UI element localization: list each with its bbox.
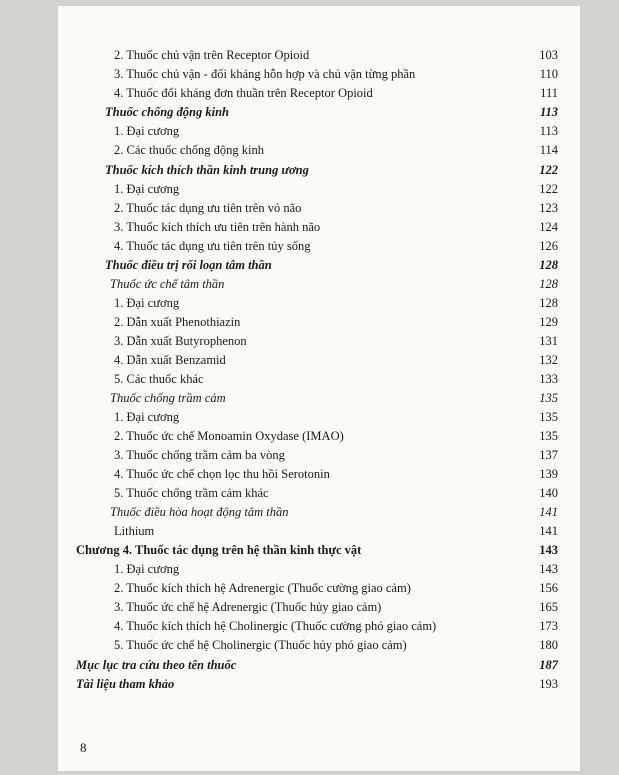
toc-entry-page: 110 [539, 67, 558, 81]
toc-entry-page: 111 [540, 86, 558, 100]
toc-entry-title: 1. Đại cương [114, 562, 180, 576]
toc-entry [58, 675, 580, 694]
toc-entry-title: Mục lục tra cứu theo tên thuốc [76, 658, 237, 672]
toc-entry-page: 139 [539, 467, 558, 481]
toc-entry [58, 218, 580, 237]
toc-entry [58, 598, 580, 617]
toc-entry-title: 4. Thuốc ức chế chọn lọc thu hồi Serotonin [114, 467, 330, 481]
toc-entry-page: 126 [539, 239, 558, 253]
toc-entry-page: 173 [539, 619, 558, 633]
toc-entry-page: 124 [539, 220, 558, 234]
toc-entry-title: 2. Dẫn xuất Phenothiazin [114, 315, 241, 329]
toc-entry-page: 122 [539, 163, 558, 177]
toc-entry-title: 3. Thuốc chống trầm cảm ba vòng [114, 448, 285, 462]
toc-entry-page: 128 [539, 258, 558, 272]
toc-entry-title: 4. Dẫn xuất Benzamid [114, 353, 226, 367]
toc-entry [58, 560, 580, 579]
toc-entry [58, 389, 580, 408]
toc-entry-title: 4. Thuốc kích thích hệ Cholinergic (Thuốc cường phó giao cảm) [114, 619, 437, 633]
toc-entry-title: Lithium [114, 524, 155, 538]
toc-entry-title: Thuốc chống trầm cảm [110, 391, 226, 405]
toc-entry [58, 656, 580, 675]
toc-entry [58, 122, 580, 141]
toc-entry-page: 103 [539, 48, 558, 62]
toc-entry [58, 522, 580, 541]
toc-entry [58, 427, 580, 446]
toc-entry-page: 132 [539, 353, 558, 367]
toc-entry-title: 2. Thuốc ức chế Monoamin Oxydase (IMAO) [114, 429, 344, 443]
toc-entry [58, 446, 580, 465]
toc-entry-page: 137 [539, 448, 558, 462]
toc-entry [58, 237, 580, 256]
toc-entry [58, 161, 580, 180]
toc-entry [58, 408, 580, 427]
toc-entry-title: 2. Thuốc tác dụng ưu tiên trên vỏ não [114, 201, 302, 215]
toc-entry-page: 143 [539, 543, 558, 557]
toc-entry-title: 1. Đại cương [114, 124, 180, 138]
toc-entry-page: 128 [539, 296, 558, 310]
toc-entry-title: 3. Thuốc kích thích ưu tiên trên hành não [114, 220, 321, 234]
toc-entry-page: 180 [539, 638, 558, 652]
toc-entry [58, 65, 580, 84]
toc-entry-page: 141 [539, 524, 558, 538]
toc-entry-title: 4. Thuốc tác dụng ưu tiên trên tủy sống [114, 239, 311, 253]
toc-entry-title: 2. Thuốc chủ vận trên Receptor Opioid [114, 48, 310, 62]
toc-entry-title: 5. Các thuốc khác [114, 372, 204, 386]
toc-entry [58, 579, 580, 598]
toc-entry [58, 84, 580, 103]
toc-entry-page: 143 [539, 562, 558, 576]
toc-entry-page: 122 [539, 182, 558, 196]
toc-entry-page: 114 [539, 143, 558, 157]
toc-entry-title: Tài liệu tham khảo [76, 677, 175, 691]
toc-entry-title: 1. Đại cương [114, 182, 180, 196]
toc-entry-page: 135 [539, 391, 558, 405]
toc-entry-title: 1. Đại cương [114, 410, 180, 424]
toc-entry [58, 351, 580, 370]
toc-entry-page: 193 [539, 677, 558, 691]
toc-entry-page: 135 [539, 410, 558, 424]
toc-entry-page: 133 [539, 372, 558, 386]
toc-entry [58, 103, 580, 122]
toc-entry [58, 503, 580, 522]
toc-entry-page: 128 [539, 277, 558, 291]
toc-entry-title: Chương 4. Thuốc tác dụng trên hệ thần kinh thực vật [76, 543, 362, 557]
toc-entry-page: 187 [539, 658, 558, 672]
toc-entry-page: 113 [539, 124, 558, 138]
toc-entry-page: 165 [539, 600, 558, 614]
toc-entry-title: Thuốc điều hòa hoạt động tâm thần [110, 505, 289, 519]
toc-entry-page: 135 [539, 429, 558, 443]
toc-entry [58, 313, 580, 332]
toc-entry [58, 636, 580, 655]
toc-entry [58, 180, 580, 199]
toc-entry-title: 2. Các thuốc chống động kinh [114, 143, 264, 157]
toc-entry-page: 156 [539, 581, 558, 595]
toc-entry [58, 332, 580, 351]
toc-entry-title: 5. Thuốc ức chế hệ Cholinergic (Thuốc hủy phó giao cảm) [114, 638, 407, 652]
toc-entry-title: 4. Thuốc đối kháng đơn thuần trên Receptor Opioid [114, 86, 373, 100]
toc-entry-title: Thuốc ức chế tâm thần [110, 277, 225, 291]
toc-entry-title: Thuốc chống động kinh [105, 105, 229, 119]
toc-entry [58, 294, 580, 313]
toc-entry [58, 541, 580, 560]
toc-entry-page: 141 [539, 505, 558, 519]
toc-entry-page: 123 [539, 201, 558, 215]
toc-entry-page: 113 [539, 105, 558, 119]
toc-entry-title: 3. Thuốc ức chế hệ Adrenergic (Thuốc hủy giao cảm) [114, 600, 382, 614]
book-page [58, 6, 580, 771]
toc-entry [58, 199, 580, 218]
toc-entry-title: Thuốc kích thích thần kinh trung ương [105, 163, 309, 177]
toc-entry-title: 1. Đại cương [114, 296, 180, 310]
toc-entry [58, 46, 580, 65]
toc-entry-title: 3. Thuốc chủ vận - đối kháng hỗn hợp và chủ vận từng phần [114, 67, 416, 81]
toc-entry-page: 131 [539, 334, 558, 348]
page-number: 8 [80, 740, 87, 755]
table-of-contents [58, 6, 580, 771]
toc-entry [58, 141, 580, 160]
toc-entry [58, 484, 580, 503]
toc-entry-title: 5. Thuốc chống trầm cảm khác [114, 486, 269, 500]
toc-entry [58, 256, 580, 275]
toc-entry [58, 370, 580, 389]
toc-entry-page: 129 [539, 315, 558, 329]
toc-entry-title: 3. Dẫn xuất Butyrophenon [114, 334, 247, 348]
toc-entry-title: 2. Thuốc kích thích hệ Adrenergic (Thuốc cường giao cảm) [114, 581, 411, 595]
toc-entry-page: 140 [539, 486, 558, 500]
toc-entry [58, 275, 580, 294]
toc-entry [58, 465, 580, 484]
toc-entry [58, 617, 580, 636]
toc-entry-title: Thuốc điều trị rối loạn tâm thần [105, 258, 272, 272]
